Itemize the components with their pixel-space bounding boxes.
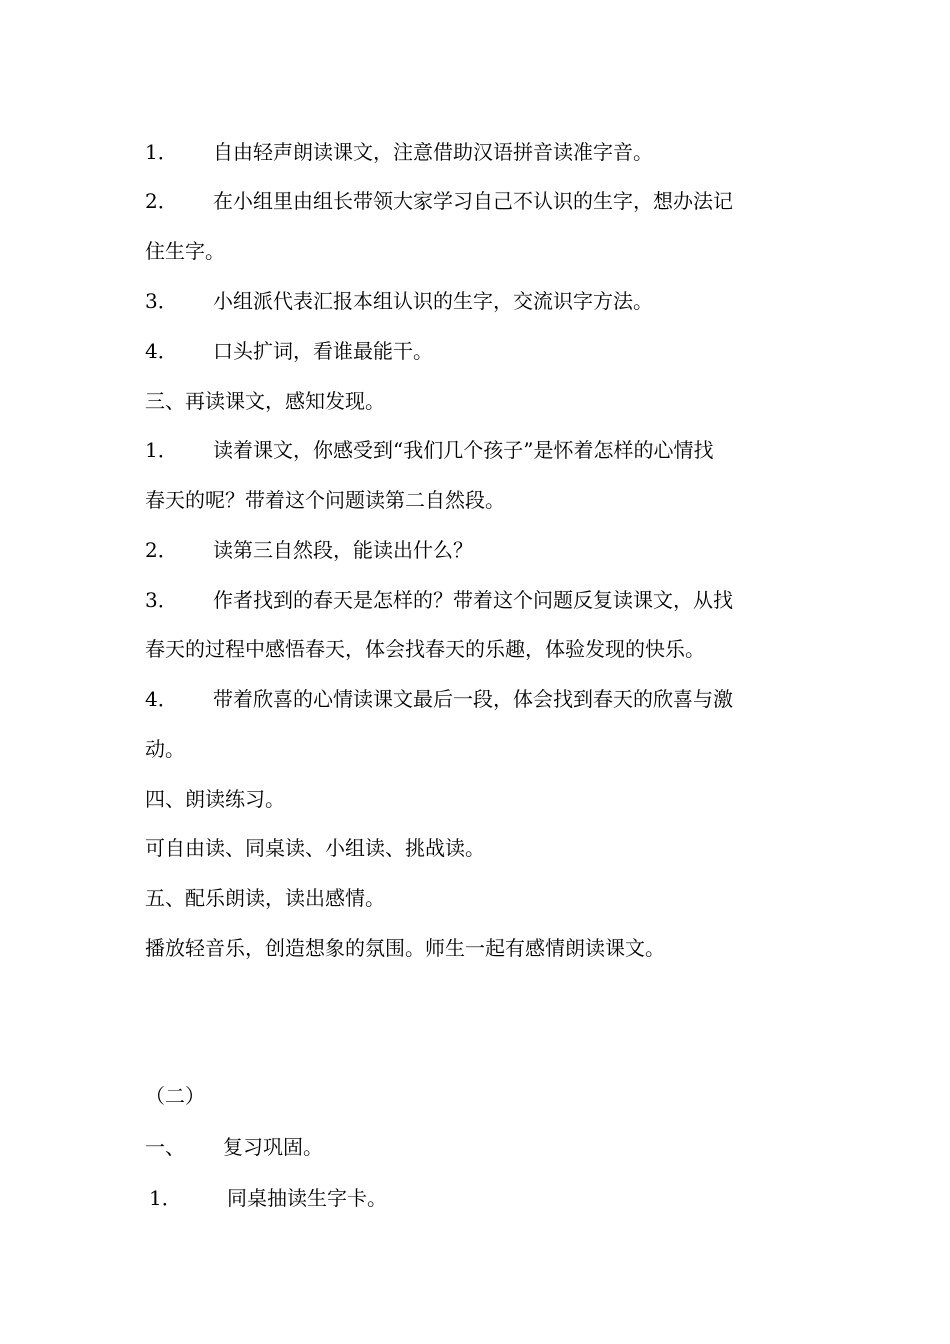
line-text: 读第三自然段，能读出什么？ — [213, 538, 473, 562]
line-text: 作者找到的春天是怎样的？带着这个问题反复读课文，从找 — [213, 588, 733, 612]
paragraph-line — [145, 137, 825, 167]
section-heading — [145, 1132, 825, 1162]
section-heading — [145, 784, 825, 814]
item-number: 3． — [145, 588, 178, 612]
item-number: 1． — [145, 140, 178, 164]
item-number: 1． — [145, 438, 178, 462]
line-text: 播放轻音乐，创造想象的氛围。师生一起有感情朗读课文。 — [145, 936, 665, 960]
line-text: 四、朗读练习。 — [145, 787, 285, 811]
line-text: 同桌抽读生字卡。 — [227, 1186, 387, 1210]
paragraph-line — [145, 535, 825, 565]
section-heading — [145, 883, 825, 913]
item-number: 一、 — [145, 1135, 185, 1159]
line-text: 小组派代表汇报本组认识的生字，交流识字方法。 — [213, 289, 653, 313]
part-heading — [145, 1081, 825, 1111]
paragraph-line — [145, 236, 825, 266]
paragraph-line — [145, 933, 825, 963]
line-text: 可自由读、同桌读、小组读、挑战读。 — [145, 836, 485, 860]
paragraph-line — [145, 485, 825, 515]
paragraph-line — [145, 286, 825, 316]
paragraph-line — [145, 186, 825, 216]
paragraph-line — [145, 734, 825, 764]
line-text: （二） — [145, 1084, 205, 1108]
item-number: 2． — [145, 538, 178, 562]
paragraph-line — [145, 634, 825, 664]
item-number: 4． — [145, 687, 178, 711]
item-number: 3． — [145, 289, 178, 313]
paragraph-line — [145, 585, 825, 615]
paragraph-line — [145, 684, 825, 714]
section-heading — [145, 386, 825, 416]
line-text: 住生字。 — [145, 239, 225, 263]
line-text: 口头扩词，看谁最能干。 — [213, 339, 433, 363]
line-text: 动。 — [145, 737, 185, 761]
line-text: 读着课文，你感受到“我们几个孩子”是怀着怎样的心情找 — [213, 438, 714, 462]
line-text: 自由轻声朗读课文，注意借助汉语拼音读准字音。 — [213, 140, 653, 164]
item-number: 4． — [145, 339, 178, 363]
paragraph-line — [145, 336, 825, 366]
line-text: 三、再读课文，感知发现。 — [145, 389, 385, 413]
line-text: 春天的呢？带着这个问题读第二自然段。 — [145, 488, 505, 512]
item-number: 2． — [145, 189, 178, 213]
line-text: 带着欣喜的心情读课文最后一段，体会找到春天的欣喜与激 — [213, 687, 733, 711]
paragraph-line — [145, 833, 825, 863]
line-text: 五、配乐朗读，读出感情。 — [145, 886, 385, 910]
paragraph-line — [145, 435, 825, 465]
line-text: 春天的过程中感悟春天，体会找春天的乐趣，体验发现的快乐。 — [145, 637, 705, 661]
line-text: 复习巩固。 — [223, 1135, 323, 1159]
item-number: 1． — [149, 1186, 182, 1210]
paragraph-line — [149, 1183, 829, 1213]
line-text: 在小组里由组长带领大家学习自己不认识的生字，想办法记 — [213, 189, 733, 213]
